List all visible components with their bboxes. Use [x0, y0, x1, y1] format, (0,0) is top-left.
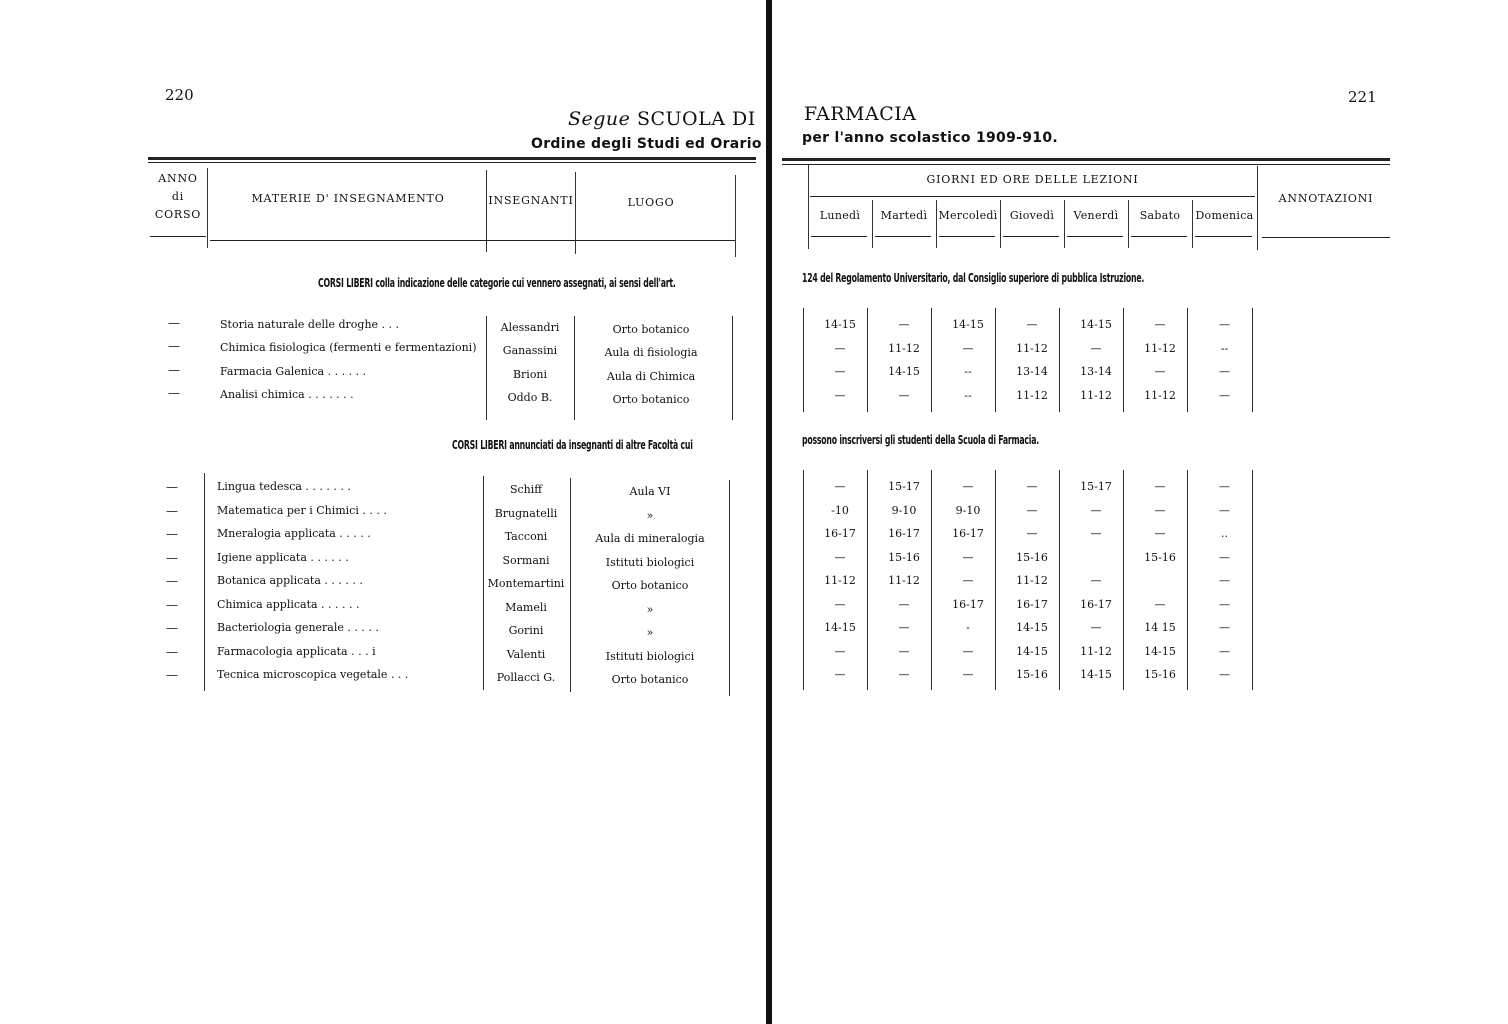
schedule-cell: 11-12	[1080, 389, 1112, 402]
divider	[1187, 308, 1188, 412]
row-luogo: Istituti biologici	[605, 556, 695, 569]
schedule-cell: —	[1219, 621, 1230, 634]
header-top-rule-thin	[148, 162, 756, 163]
schedule-cell: —	[1026, 480, 1038, 493]
schedule-cell: 14-15	[824, 621, 856, 634]
header-bottom-rule	[1195, 236, 1252, 237]
divider	[570, 478, 571, 692]
schedule-cell: —	[898, 318, 910, 331]
schedule-cell: —	[898, 621, 910, 634]
row-materia: Igiene applicata . . . . . .	[217, 551, 349, 564]
divider	[1123, 308, 1124, 412]
schedule-cell: 11-12	[1144, 389, 1176, 402]
divider	[575, 172, 576, 254]
schedule-cell: —	[1219, 598, 1230, 611]
header-bottom-rule	[1262, 237, 1390, 238]
divider	[1257, 166, 1258, 250]
row-anno: —	[168, 339, 180, 353]
schedule-cell: 16-17	[952, 598, 984, 611]
header-bottom-rule	[210, 240, 735, 241]
divider	[872, 200, 873, 248]
row-anno: —	[166, 645, 178, 659]
left-page-title: Segue SCUOLA DI	[568, 108, 756, 130]
schedule-cell: 14-15	[1080, 668, 1112, 681]
col-header-anno: ANNO di CORSO	[154, 172, 202, 221]
schedule-cell: -10	[831, 504, 849, 517]
divider	[732, 316, 733, 420]
row-insegnante: Tacconi	[504, 530, 548, 543]
day-header: Mercoledì	[938, 209, 998, 222]
row-insegnante: Valenti	[506, 648, 546, 661]
row-materia: Lingua tedesca . . . . . . .	[217, 480, 351, 493]
row-insegnante: Brioni	[512, 368, 548, 381]
row-luogo: Orto botanico	[611, 673, 689, 686]
divider	[486, 316, 487, 420]
schedule-cell: —	[1219, 551, 1230, 564]
row-insegnante: Mameli	[505, 601, 547, 614]
divider	[931, 470, 932, 690]
row-luogo: Aula VI	[629, 485, 671, 498]
row-luogo: »	[646, 603, 654, 616]
left-section2-title: CORSI LIBERI annunciati da insegnanti di altre Facoltà cui	[452, 438, 693, 452]
divider	[867, 308, 868, 412]
row-luogo: Orto botanico	[611, 579, 689, 592]
schedule-cell: —	[834, 365, 846, 378]
day-header: Domenica	[1195, 209, 1254, 222]
group-header-giorni: GIORNI ED ORE DELLE LEZIONI	[926, 173, 1139, 186]
header-bottom-rule	[1003, 236, 1059, 237]
row-anno: —	[166, 527, 178, 541]
schedule-cell: —	[962, 668, 974, 681]
schedule-cell: —	[1219, 574, 1230, 587]
header-bottom-rule	[939, 236, 995, 237]
schedule-cell: 15-16	[888, 551, 920, 564]
col-header-insegnanti: INSEGNANTI	[488, 194, 574, 207]
schedule-cell: —	[962, 574, 974, 587]
schedule-cell: —	[1219, 668, 1230, 681]
row-materia: Chimica fisiologica (fermenti e fermentazioni)	[220, 341, 477, 354]
schedule-cell: —	[834, 598, 846, 611]
divider	[1064, 200, 1065, 248]
schedule-cell: —	[834, 389, 846, 402]
schedule-cell: —	[1219, 480, 1230, 493]
header-bottom-rule	[875, 236, 931, 237]
schedule-cell: —	[962, 551, 974, 564]
schedule-cell: —	[1090, 504, 1102, 517]
divider	[1252, 470, 1253, 690]
day-header: Sabato	[1139, 209, 1181, 222]
right-page-title: FARMACIA	[804, 103, 917, 125]
schedule-cell: 14-15	[1016, 645, 1048, 658]
row-luogo: Istituti biologici	[605, 650, 695, 663]
row-anno: —	[166, 621, 178, 635]
row-luogo: Orto botanico	[612, 393, 690, 406]
row-insegnante: Ganassini	[502, 344, 558, 357]
header-bottom-rule	[1067, 236, 1123, 237]
col-header-materie: MATERIE D' INSEGNAMENTO	[251, 192, 445, 205]
schedule-cell: —	[1090, 621, 1102, 634]
header-top-rule	[148, 157, 756, 160]
schedule-cell: 11-12	[888, 342, 920, 355]
header-bottom-rule	[811, 236, 867, 237]
schedule-cell: —	[1026, 527, 1038, 540]
divider	[1123, 470, 1124, 690]
divider	[1187, 470, 1188, 690]
day-header: Venerdì	[1073, 209, 1119, 222]
right-page-number: 221	[1348, 88, 1377, 106]
book-spine	[766, 0, 772, 1024]
row-luogo: Orto botanico	[612, 323, 690, 336]
row-materia: Storia naturale delle droghe . . .	[220, 318, 400, 331]
divider	[1192, 200, 1193, 248]
divider	[207, 168, 208, 248]
schedule-cell: —	[1219, 504, 1230, 517]
right-section2-title: possono inscriversi gli studenti della Scuola di Farmacia.	[802, 433, 1040, 447]
schedule-cell: 15-16	[1144, 668, 1176, 681]
schedule-cell: —	[962, 645, 974, 658]
day-header: Giovedì	[1009, 209, 1055, 222]
schedule-cell: —	[1219, 389, 1230, 402]
schedule-cell: —	[962, 480, 974, 493]
header-top-rule	[782, 158, 1390, 161]
row-luogo: »	[646, 626, 654, 639]
row-insegnante: Alessandri	[500, 321, 560, 334]
divider	[995, 470, 996, 690]
schedule-cell: —	[1090, 342, 1102, 355]
schedule-cell: -	[966, 621, 970, 634]
day-header: Martedì	[880, 209, 928, 222]
row-anno: —	[166, 598, 178, 612]
row-anno: —	[166, 551, 178, 565]
schedule-cell: 11-12	[888, 574, 920, 587]
row-materia: Matematica per i Chimici . . . .	[217, 504, 387, 517]
divider	[1059, 470, 1060, 690]
row-luogo: Aula di Chimica	[606, 370, 696, 383]
row-insegnante: Brugnatelli	[494, 507, 558, 520]
divider	[867, 470, 868, 690]
left-page-number: 220	[165, 86, 194, 104]
divider	[735, 175, 736, 257]
row-anno: —	[168, 316, 180, 330]
row-luogo: Aula di mineralogia	[595, 532, 705, 545]
divider	[1128, 200, 1129, 248]
schedule-cell: —	[962, 342, 974, 355]
schedule-cell: —	[834, 668, 846, 681]
schedule-cell: —	[1154, 527, 1166, 540]
schedule-cell: —	[1026, 318, 1038, 331]
row-anno: —	[168, 363, 180, 377]
header-bottom-rule	[150, 236, 206, 237]
group-header-rule	[810, 196, 1255, 197]
schedule-cell: —	[1154, 480, 1166, 493]
schedule-cell: 15-16	[1016, 668, 1048, 681]
row-materia: Analisi chimica . . . . . . .	[220, 388, 354, 401]
schedule-cell: 16-17	[1016, 598, 1048, 611]
row-materia: Mneralogia applicata . . . . .	[217, 527, 371, 540]
row-insegnante: Montemartini	[487, 577, 565, 590]
row-insegnante: Sormani	[502, 554, 550, 567]
schedule-cell: —	[1154, 318, 1166, 331]
schedule-cell: 14-15	[1016, 621, 1048, 634]
schedule-cell: 13-14	[1080, 365, 1112, 378]
divider	[483, 476, 484, 690]
row-insegnante: Oddo B.	[507, 391, 553, 404]
schedule-cell: 11-12	[1080, 645, 1112, 658]
schedule-cell: —	[1154, 598, 1166, 611]
schedule-cell: —	[898, 598, 910, 611]
divider	[936, 200, 937, 248]
col-header-luogo: LUOGO	[627, 196, 675, 209]
row-insegnante: Schiff	[509, 483, 543, 496]
schedule-cell: 13-14	[1016, 365, 1048, 378]
divider	[1252, 308, 1253, 412]
schedule-cell: 16-17	[952, 527, 984, 540]
divider	[1059, 308, 1060, 412]
day-header: Lunedì	[819, 209, 861, 222]
schedule-cell: 11-12	[1016, 389, 1048, 402]
row-materia: Botanica applicata . . . . . .	[217, 574, 363, 587]
schedule-cell: 15-17	[1080, 480, 1112, 493]
schedule-cell: —	[1219, 318, 1230, 331]
schedule-cell: —	[1026, 504, 1038, 517]
divider	[803, 308, 804, 412]
schedule-cell: 11-12	[1016, 342, 1048, 355]
schedule-cell: —	[1154, 504, 1166, 517]
header-bottom-rule	[1131, 236, 1187, 237]
divider	[931, 308, 932, 412]
schedule-cell: —	[1090, 527, 1102, 540]
schedule-cell: 16-17	[1080, 598, 1112, 611]
schedule-cell: 15-16	[1144, 551, 1176, 564]
schedule-cell: —	[834, 645, 846, 658]
row-materia: Farmacologia applicata . . . i	[217, 645, 376, 658]
schedule-cell: —	[834, 480, 846, 493]
schedule-cell: 14-15	[888, 365, 920, 378]
schedule-cell: 14-15	[1080, 318, 1112, 331]
schedule-cell: --	[1220, 342, 1229, 355]
schedule-cell: —	[834, 551, 846, 564]
header-top-rule-thin	[782, 164, 1390, 165]
schedule-cell: 11-12	[1016, 574, 1048, 587]
row-anno: —	[166, 668, 178, 682]
schedule-cell: —	[834, 342, 846, 355]
row-anno: —	[166, 574, 178, 588]
row-materia: Bacteriologia generale . . . . .	[217, 621, 379, 634]
schedule-cell: —	[1090, 574, 1102, 587]
schedule-cell: —	[898, 389, 910, 402]
row-materia: Tecnica microscopica vegetale . . .	[217, 668, 409, 681]
schedule-cell: 16-17	[888, 527, 920, 540]
row-materia: Chimica applicata . . . . . .	[217, 598, 360, 611]
schedule-cell: —	[1154, 365, 1166, 378]
right-section1-title: 124 del Regolamento Universitario, dal Consiglio superiore di pubblica Istruzione.	[802, 271, 1145, 285]
row-anno: —	[168, 386, 180, 400]
schedule-cell: 14-15	[952, 318, 984, 331]
schedule-cell: 11-12	[824, 574, 856, 587]
divider	[204, 473, 205, 691]
schedule-cell: 16-17	[824, 527, 856, 540]
schedule-cell: 15-17	[888, 480, 920, 493]
schedule-cell: 14-15	[1144, 645, 1176, 658]
left-page-subtitle: Ordine degli Studi ed Orario	[531, 136, 762, 152]
row-luogo: Aula di fisiologia	[604, 346, 698, 359]
schedule-cell: 14-15	[824, 318, 856, 331]
schedule-cell: —	[898, 645, 910, 658]
schedule-cell: —	[1219, 365, 1230, 378]
row-insegnante: Gorini	[508, 624, 544, 637]
row-insegnante: Pollacci G.	[496, 671, 556, 684]
schedule-cell: 9-10	[955, 504, 981, 517]
row-materia: Farmacia Galenica . . . . . .	[220, 365, 367, 378]
divider	[803, 470, 804, 690]
divider	[574, 316, 575, 420]
schedule-cell: 15-16	[1016, 551, 1048, 564]
row-luogo: »	[646, 509, 654, 522]
schedule-cell: 14 15	[1144, 621, 1176, 634]
row-anno: —	[166, 480, 178, 494]
schedule-cell: —	[898, 668, 910, 681]
schedule-cell: —	[1219, 645, 1230, 658]
schedule-cell: 9-10	[891, 504, 917, 517]
divider	[1000, 200, 1001, 248]
right-page-subtitle: per l'anno scolastico 1909-910.	[802, 130, 1058, 146]
divider	[995, 308, 996, 412]
schedule-cell: ..	[1221, 527, 1228, 540]
schedule-cell: --	[964, 365, 972, 378]
schedule-cell: --	[964, 389, 972, 402]
schedule-cell: 11-12	[1144, 342, 1176, 355]
col-header-annotazioni: ANNOTAZIONI	[1278, 192, 1374, 205]
divider	[729, 480, 730, 696]
divider	[808, 165, 809, 249]
left-section1-title: CORSI LIBERI colla indicazione delle categorie cui vennero assegnati, ai sensi dell'art.	[318, 276, 676, 290]
row-anno: —	[166, 504, 178, 518]
